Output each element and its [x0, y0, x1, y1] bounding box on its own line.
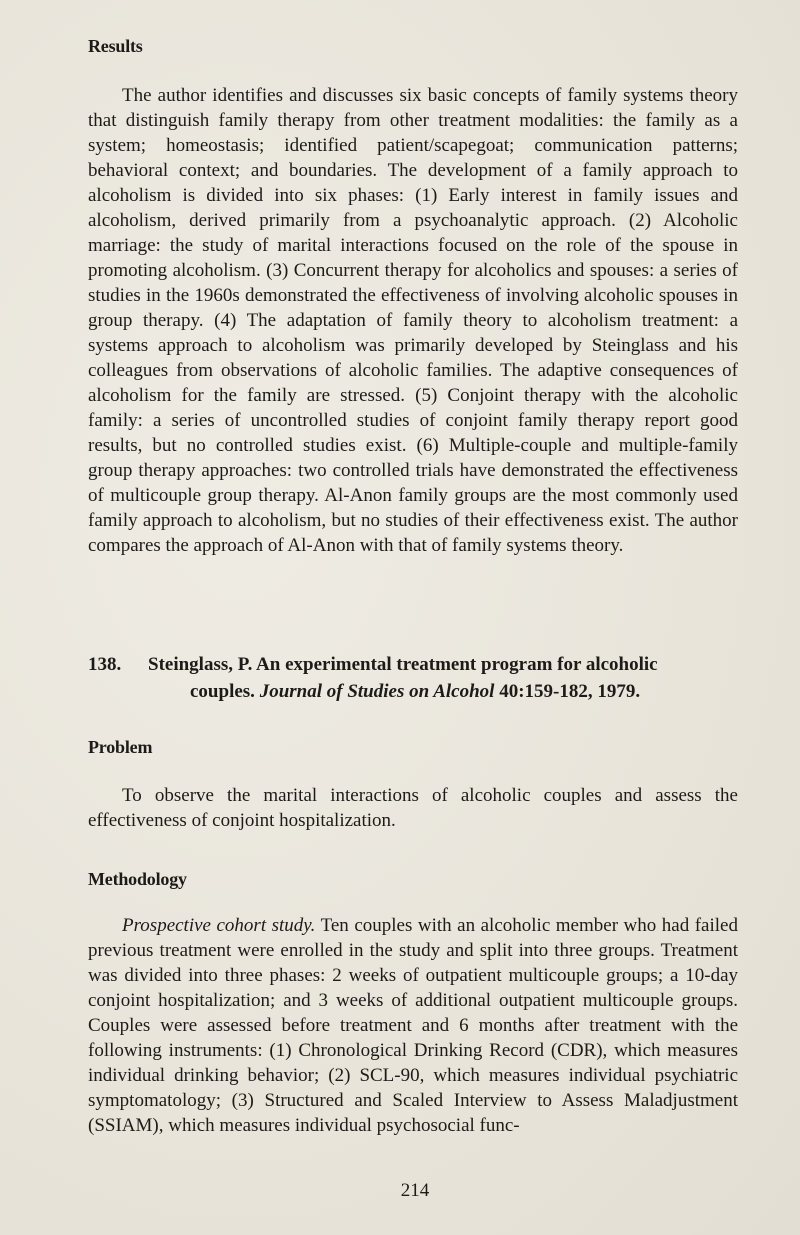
methodology-lead: Prospective cohort study.	[122, 915, 316, 936]
entry-number: 138.	[88, 654, 122, 675]
results-text: The author identifies and discusses six basic concepts of family systems theory that distinguish family therapy from other treatment modalities: the family as a system; homeostasis; identified patient/scapegoat; communication patterns; behavioral context; and boundaries. The development of a family approach to alcoholism is divided into six phases: (1) Early interest in family issues and alcoholism, derived primarily from a psychoanalytic approach. (2) Alcoholic marriage: the study of marital interactions focused on the role of the spouse in promoting alcoholism. (3) Concurrent therapy for alcoholics and spouses: a series of studies in the 1960s demonstrated the effectiveness of involving alcoholic spouses in group therapy. (4) The adaptation of family theory to alcoholism treatment: a systems approach to alcoholism was primarily developed by Steinglass and his colleagues from observations of alcoholic families. The adaptive consequences of alcoholism for the family are stressed. (5) Conjoint therapy with the alcoholic family: a series of uncontrolled studies of conjoint family therapy report good results, but no controlled studies exist. (6) Multiple-couple and multiple-family group therapy approaches: two controlled trials have demonstrated the effectiveness of multicouple group therapy. Al-Anon family groups are the most commonly used family approach to alcoholism, but no studies of their effectiveness exist. The author compares the approach of Al-Anon with that of family systems theory.	[88, 85, 738, 556]
citation-line2-start: couples.	[190, 681, 255, 702]
entry-citation	[148, 651, 738, 705]
methodology-text: Ten couples with an alcoholic member who had failed previous treatment were enrolled in the study and split into three groups. Treatment was divided into three phases: 2 weeks of outpatient multicouple groups; a 10-day conjoint hospitalization; and 3 weeks of additional outpatient multicouple groups. Couples were assessed before treatment and 6 months after treatment with the following instruments: (1) Chronological Drinking Record (CDR), which measures individual drinking behavior; (2) SCL-90, which measures individual psychiatric symptomatology; (3) Structured and Scaled Interview to Assess Maladjustment (SSIAM), which measures individual psychosocial func-	[88, 915, 738, 1136]
results-heading: Results	[88, 36, 143, 56]
page-number: 214	[400, 1180, 430, 1201]
citation-lead: Steinglass, P. An experimental treatment program for alcoholic	[148, 654, 658, 675]
methodology-heading: Methodology	[88, 869, 187, 889]
problem-text: To observe the marital interactions of alcoholic couples and assess the effectiveness of conjoint hospitalization.	[88, 785, 738, 831]
results-paragraph	[88, 83, 738, 558]
bibliography-entry	[88, 651, 738, 705]
problem-heading: Problem	[88, 737, 153, 757]
methodology-paragraph	[88, 913, 738, 1138]
citation-line-2	[190, 678, 738, 705]
citation-end: 40:159-182, 1979.	[499, 681, 641, 702]
journal-title: Journal of Studies on Alcohol	[259, 681, 495, 702]
problem-paragraph	[88, 783, 738, 833]
